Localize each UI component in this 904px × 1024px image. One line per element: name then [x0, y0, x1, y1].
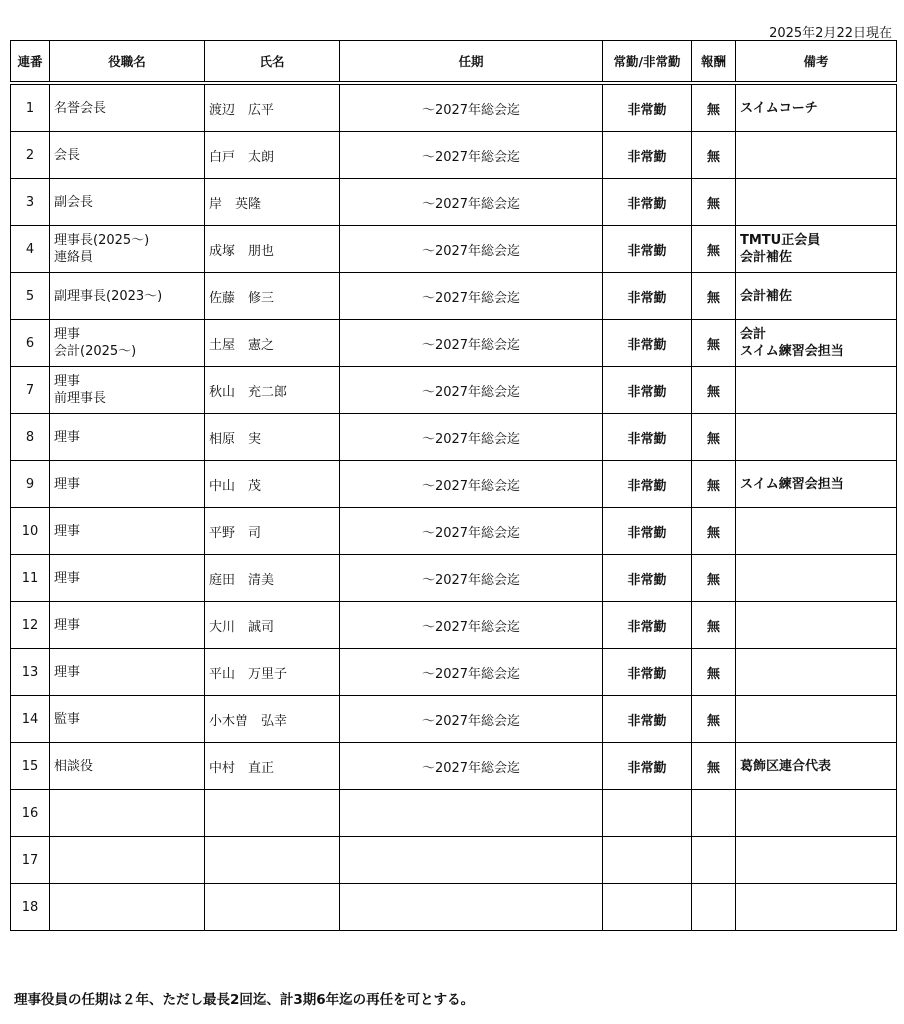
header-row	[11, 41, 897, 84]
table-row	[11, 132, 897, 179]
header-no: 連番	[11, 41, 50, 84]
cell-no: 10	[11, 508, 50, 555]
cell-type	[603, 837, 692, 884]
cell-role-line: 理事	[54, 617, 81, 633]
cell-no: 18	[11, 884, 50, 931]
cell-note	[736, 743, 897, 790]
header-note: 備考	[736, 41, 897, 84]
cell-role-line: 会計(2025～)	[54, 344, 137, 359]
cell-pay: 無	[692, 696, 736, 743]
cell-no: 5	[11, 273, 50, 320]
cell-note	[736, 320, 897, 367]
cell-term	[340, 884, 603, 931]
cell-no: 17	[11, 837, 50, 884]
cell-term: ～2027年総会迄	[340, 414, 603, 461]
cell-pay: 無	[692, 555, 736, 602]
cell-name: 佐藤 修三	[205, 273, 340, 320]
cell-name: 平野 司	[205, 508, 340, 555]
cell-role	[50, 461, 205, 508]
cell-no: 8	[11, 414, 50, 461]
cell-role	[50, 414, 205, 461]
cell-name	[205, 790, 340, 837]
cell-role	[50, 649, 205, 696]
cell-note	[736, 790, 897, 837]
cell-no: 14	[11, 696, 50, 743]
cell-note	[736, 555, 897, 602]
cell-note	[736, 367, 897, 414]
cell-no: 15	[11, 743, 50, 790]
cell-no: 16	[11, 790, 50, 837]
cell-role	[50, 132, 205, 179]
cell-role-line: 理事	[54, 570, 81, 586]
table-row	[11, 83, 897, 132]
table-row	[11, 884, 897, 931]
header-name: 氏名	[205, 41, 340, 84]
cell-note	[736, 884, 897, 931]
cell-no: 4	[11, 226, 50, 273]
cell-role-line: 理事	[54, 429, 81, 445]
cell-type: 非常勤	[603, 83, 692, 132]
cell-role	[50, 837, 205, 884]
cell-no: 13	[11, 649, 50, 696]
table-row	[11, 226, 897, 273]
cell-role	[50, 179, 205, 226]
cell-role-line: 理事	[54, 327, 81, 342]
table-row	[11, 367, 897, 414]
table-row	[11, 696, 897, 743]
cell-note-line: 会計補佐	[740, 250, 793, 265]
cell-no: 11	[11, 555, 50, 602]
cell-type: 非常勤	[603, 696, 692, 743]
as-of-date: 2025年2月22日現在	[769, 26, 892, 41]
cell-pay: 無	[692, 414, 736, 461]
cell-name: 相原 実	[205, 414, 340, 461]
cell-note	[736, 226, 897, 273]
cell-role-line: 理事長(2025～)	[54, 233, 150, 248]
table-row	[11, 179, 897, 226]
term-footnote: 理事役員の任期は２年、ただし最長2回迄、計3期6年迄の再任を可とする。	[14, 992, 475, 1008]
cell-role-line: 副会長	[54, 194, 94, 210]
cell-no: 9	[11, 461, 50, 508]
cell-pay: 無	[692, 179, 736, 226]
table-row	[11, 414, 897, 461]
cell-role	[50, 320, 205, 367]
cell-role	[50, 226, 205, 273]
cell-pay: 無	[692, 226, 736, 273]
cell-note-line: TMTU正会員	[740, 233, 821, 248]
cell-no: 2	[11, 132, 50, 179]
table-row	[11, 743, 897, 790]
cell-name: 渡辺 広平	[205, 83, 340, 132]
cell-term: ～2027年総会迄	[340, 83, 603, 132]
header-term: 任期	[340, 41, 603, 84]
cell-note	[736, 83, 897, 132]
cell-note-line: スイムコーチ	[740, 100, 818, 116]
cell-note-line: 葛飾区連合代表	[740, 758, 832, 774]
cell-type: 非常勤	[603, 461, 692, 508]
cell-name: 平山 万里子	[205, 649, 340, 696]
cell-pay: 無	[692, 132, 736, 179]
cell-pay: 無	[692, 83, 736, 132]
cell-type: 非常勤	[603, 132, 692, 179]
cell-name: 土屋 憲之	[205, 320, 340, 367]
cell-role	[50, 83, 205, 132]
cell-type: 非常勤	[603, 179, 692, 226]
cell-term	[340, 837, 603, 884]
cell-role	[50, 367, 205, 414]
cell-term: ～2027年総会迄	[340, 367, 603, 414]
cell-type	[603, 790, 692, 837]
cell-name: 成塚 朋也	[205, 226, 340, 273]
cell-pay: 無	[692, 367, 736, 414]
cell-no: 1	[11, 83, 50, 132]
cell-role-line: 相談役	[54, 758, 94, 774]
cell-role-line: 理事	[54, 523, 81, 539]
cell-term: ～2027年総会迄	[340, 649, 603, 696]
cell-type: 非常勤	[603, 367, 692, 414]
header-pay: 報酬	[692, 41, 736, 84]
cell-note-line: スイム練習会担当	[740, 476, 844, 492]
cell-pay	[692, 884, 736, 931]
cell-role	[50, 696, 205, 743]
cell-note	[736, 414, 897, 461]
cell-pay: 無	[692, 649, 736, 696]
cell-name: 中山 茂	[205, 461, 340, 508]
cell-note	[736, 837, 897, 884]
cell-pay	[692, 837, 736, 884]
cell-no: 12	[11, 602, 50, 649]
cell-term: ～2027年総会迄	[340, 602, 603, 649]
cell-name: 白戸 太朗	[205, 132, 340, 179]
cell-role	[50, 884, 205, 931]
cell-note-line: 会計	[740, 327, 767, 342]
cell-role-line: 副理事長(2023～)	[54, 288, 163, 304]
cell-type: 非常勤	[603, 602, 692, 649]
cell-term: ～2027年総会迄	[340, 508, 603, 555]
cell-note	[736, 461, 897, 508]
cell-pay: 無	[692, 602, 736, 649]
cell-type: 非常勤	[603, 649, 692, 696]
header-type: 常勤/非常勤	[603, 41, 692, 84]
cell-type: 非常勤	[603, 320, 692, 367]
cell-term: ～2027年総会迄	[340, 461, 603, 508]
cell-role	[50, 273, 205, 320]
cell-no: 3	[11, 179, 50, 226]
cell-pay: 無	[692, 320, 736, 367]
cell-no: 6	[11, 320, 50, 367]
table-row	[11, 649, 897, 696]
cell-term: ～2027年総会迄	[340, 179, 603, 226]
cell-note	[736, 696, 897, 743]
cell-name: 大川 誠司	[205, 602, 340, 649]
cell-role	[50, 790, 205, 837]
cell-note	[736, 132, 897, 179]
table-row	[11, 273, 897, 320]
cell-name: 庭田 清美	[205, 555, 340, 602]
table-row	[11, 602, 897, 649]
cell-type: 非常勤	[603, 508, 692, 555]
cell-name: 小木曽 弘幸	[205, 696, 340, 743]
cell-type: 非常勤	[603, 743, 692, 790]
cell-type: 非常勤	[603, 555, 692, 602]
cell-role-line: 理事	[54, 374, 81, 389]
cell-term: ～2027年総会迄	[340, 226, 603, 273]
cell-term	[340, 790, 603, 837]
roster-body	[11, 83, 897, 931]
cell-note	[736, 508, 897, 555]
cell-pay: 無	[692, 273, 736, 320]
cell-name	[205, 837, 340, 884]
table-row	[11, 320, 897, 367]
cell-term: ～2027年総会迄	[340, 132, 603, 179]
cell-term: ～2027年総会迄	[340, 743, 603, 790]
table-row	[11, 461, 897, 508]
cell-role-line: 連絡員	[54, 250, 94, 265]
cell-role-line: 会長	[54, 147, 81, 163]
cell-note	[736, 179, 897, 226]
table-row	[11, 790, 897, 837]
table-row	[11, 555, 897, 602]
cell-pay: 無	[692, 508, 736, 555]
cell-note-line: 会計補佐	[740, 288, 793, 304]
cell-note-line: スイム練習会担当	[740, 344, 844, 359]
cell-no: 7	[11, 367, 50, 414]
cell-type: 非常勤	[603, 226, 692, 273]
cell-type: 非常勤	[603, 414, 692, 461]
cell-term: ～2027年総会迄	[340, 555, 603, 602]
cell-role-line: 理事	[54, 476, 81, 492]
cell-type	[603, 884, 692, 931]
cell-term: ～2027年総会迄	[340, 320, 603, 367]
table-row	[11, 837, 897, 884]
table-row	[11, 508, 897, 555]
cell-role	[50, 555, 205, 602]
cell-pay: 無	[692, 743, 736, 790]
cell-role	[50, 602, 205, 649]
cell-role	[50, 508, 205, 555]
cell-role-line: 名誉会長	[54, 100, 107, 116]
cell-term: ～2027年総会迄	[340, 696, 603, 743]
officer-roster-table	[10, 40, 897, 931]
cell-role-line: 監事	[54, 711, 81, 727]
cell-role	[50, 743, 205, 790]
cell-pay	[692, 790, 736, 837]
cell-note	[736, 273, 897, 320]
cell-name	[205, 884, 340, 931]
cell-name: 秋山 充二郎	[205, 367, 340, 414]
header-role: 役職名	[50, 41, 205, 84]
cell-pay: 無	[692, 461, 736, 508]
cell-note	[736, 602, 897, 649]
cell-note	[736, 649, 897, 696]
cell-name: 中村 直正	[205, 743, 340, 790]
cell-name: 岸 英隆	[205, 179, 340, 226]
cell-type: 非常勤	[603, 273, 692, 320]
cell-role-line: 前理事長	[54, 391, 107, 406]
cell-role-line: 理事	[54, 664, 81, 680]
cell-term: ～2027年総会迄	[340, 273, 603, 320]
